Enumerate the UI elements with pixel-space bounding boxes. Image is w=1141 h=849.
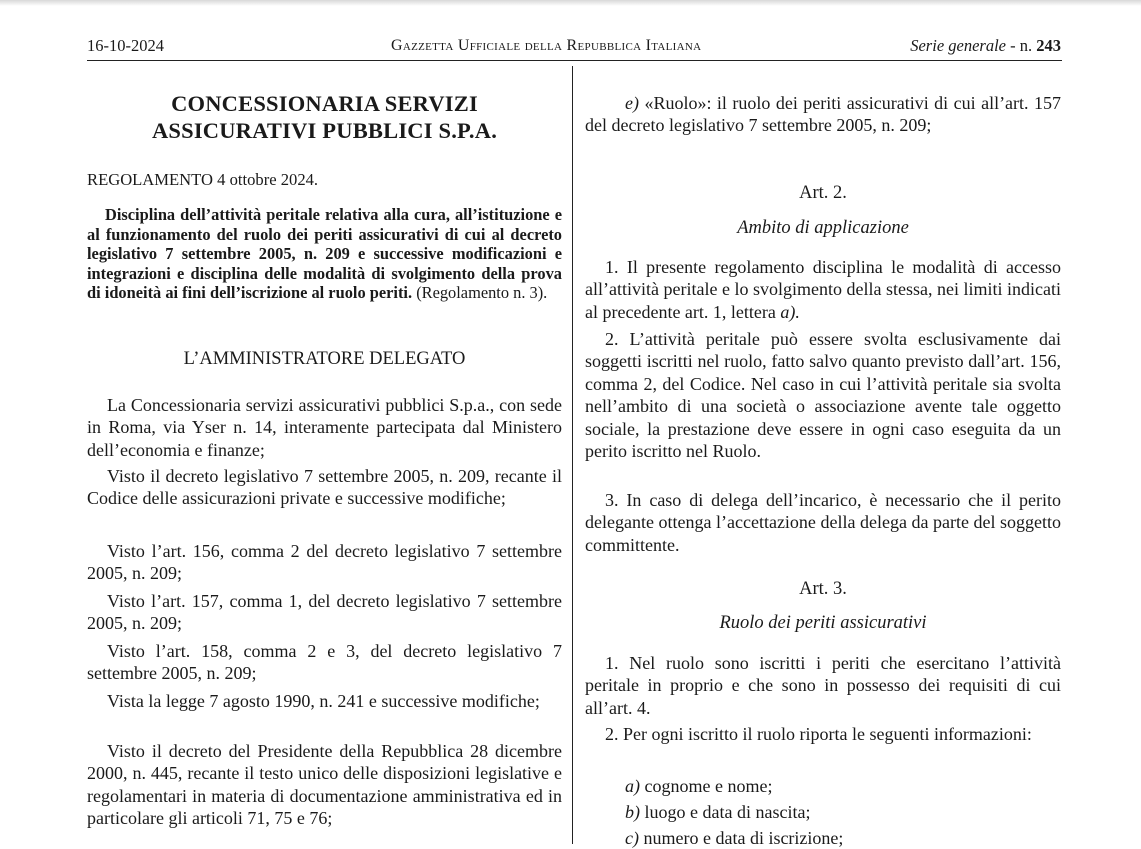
document-subject <box>87 205 562 303</box>
document-title: REGOLAMENTO 4 ottobre 2024. <box>87 170 319 189</box>
issuer-name <box>87 90 562 144</box>
item-letter: e) <box>625 93 639 113</box>
article-3-title: Ruolo dei periti assicurativi <box>719 613 927 633</box>
preamble-paragraph: La Concessionaria servizi assicurativi pubblici S.p.a., con sede in Roma, via Yser n. 14, interamente partecipata dal Ministero dell’economia e finanze; <box>87 395 562 460</box>
article-2-title: Ambito di applicazione <box>737 218 909 238</box>
header-title: Gazzetta Ufficiale della Repubblica Italiana <box>391 37 702 54</box>
issuer-line-2: ASSICURATIVI PUBBLICI S.P.A. <box>151 118 498 143</box>
list-letter: b) <box>625 802 640 822</box>
subject-text: Disciplina dell’attività peritale relativa alla cura, all’istituzione e al funzionamento del ruolo dei periti assicurativi di cui al decreto legislativo 7 settembre 2005, n. 209 e successive modificazioni e integrazioni e disciplina delle modalità di svolgimento della prova di idoneità ai fini dell’iscrizione al ruolo periti. <box>87 205 562 303</box>
paragraph-text: 1. Il presente regolamento disciplina le modalità di accesso all’attività peritale e lo svolgimento della stessa, nei limiti indicati al precedente art. 1, lettera <box>585 257 1061 322</box>
top-shadow <box>0 0 1141 6</box>
list-text: luogo e data di nascita; <box>644 802 811 822</box>
list-item <box>585 775 1061 797</box>
preamble-paragraph: Vista la legge 7 agosto 1990, n. 241 e successive modifiche; <box>107 691 540 711</box>
preamble-paragraph: Visto l’art. 158, comma 2 e 3, del decreto legislativo 7 settembre 2005, n. 209; <box>87 641 562 684</box>
header-date: 16-10-2024 <box>87 36 164 55</box>
header-rule <box>87 60 1062 61</box>
number-prefix: - n. <box>1010 36 1033 55</box>
article-3-paragraph-1: 1. Nel ruolo sono iscritti i periti che esercitano l’attività peritale in proprio e che sono in possesso dei requisiti di cui all’art. 4. <box>585 653 1061 718</box>
paragraph-ref: a). <box>780 301 800 322</box>
preamble-paragraph: Visto l’art. 156, comma 2 del decreto legislativo 7 settembre 2005, n. 209; <box>87 541 562 584</box>
list-letter: a) <box>625 776 640 796</box>
article-2-heading: Art. 2. <box>799 183 847 203</box>
article-2-paragraph-1 <box>585 256 1061 323</box>
list-text: cognome e nome; <box>644 776 773 796</box>
header-series <box>910 36 1061 56</box>
article-2-paragraph-2: 2. L’attività peritale può essere svolta esclusivamente dai soggetti iscritti nel ruolo, fatto salvo quanto previsto dall’art. 156, comma 2, del Codice. Nel caso in cui l’attività peritale sia svolta nell’ambito di una società o associazione avente tale oggetto sociale, la prestazione deve essere in ogni caso eseguita da un perito iscritto nel Ruolo. <box>585 329 1061 462</box>
series-label: Serie generale <box>910 36 1006 55</box>
list-item <box>585 827 1061 849</box>
article-2-paragraph-3: 3. In caso di delega dell’incarico, è necessario che il perito delegante ottenga l’accettazione della delega da parte del soggetto committente. <box>585 490 1061 555</box>
definition-item-e <box>585 92 1061 137</box>
preamble-paragraph: Visto l’art. 157, comma 1, del decreto legislativo 7 settembre 2005, n. 209; <box>87 591 562 634</box>
issue-number: 243 <box>1036 36 1061 55</box>
preamble-paragraph: Visto il decreto del Presidente della Repubblica 28 dicembre 2000, n. 445, recante il testo unico delle disposizioni legislative e regolamentari in materia di documentazione amministrativa ed in particolare gli articoli 71, 75 e 76; <box>87 741 562 829</box>
signatory-heading: L’AMMINISTRATORE DELEGATO <box>183 349 466 369</box>
column-divider <box>572 66 573 844</box>
list-letter: c) <box>625 828 639 848</box>
issuer-line-1: CONCESSIONARIA SERVIZI <box>171 91 478 116</box>
item-text: «Ruolo»: il ruolo dei periti assicurativi di cui all’art. 157 del decreto legislativo 7 settembre 2005, n. 209; <box>585 93 1062 136</box>
subject-ref: (Regolamento n. 3). <box>416 283 548 303</box>
list-text: numero e data di iscrizione; <box>643 828 844 848</box>
article-3-paragraph-2: 2. Per ogni iscritto il ruolo riporta le seguenti informazioni: <box>605 724 1032 744</box>
article-3-heading: Art. 3. <box>799 579 847 599</box>
preamble-paragraph: Visto il decreto legislativo 7 settembre 2005, n. 209, recante il Codice delle assicurazioni private e successive modifiche; <box>87 466 562 509</box>
list-item <box>585 801 1061 823</box>
